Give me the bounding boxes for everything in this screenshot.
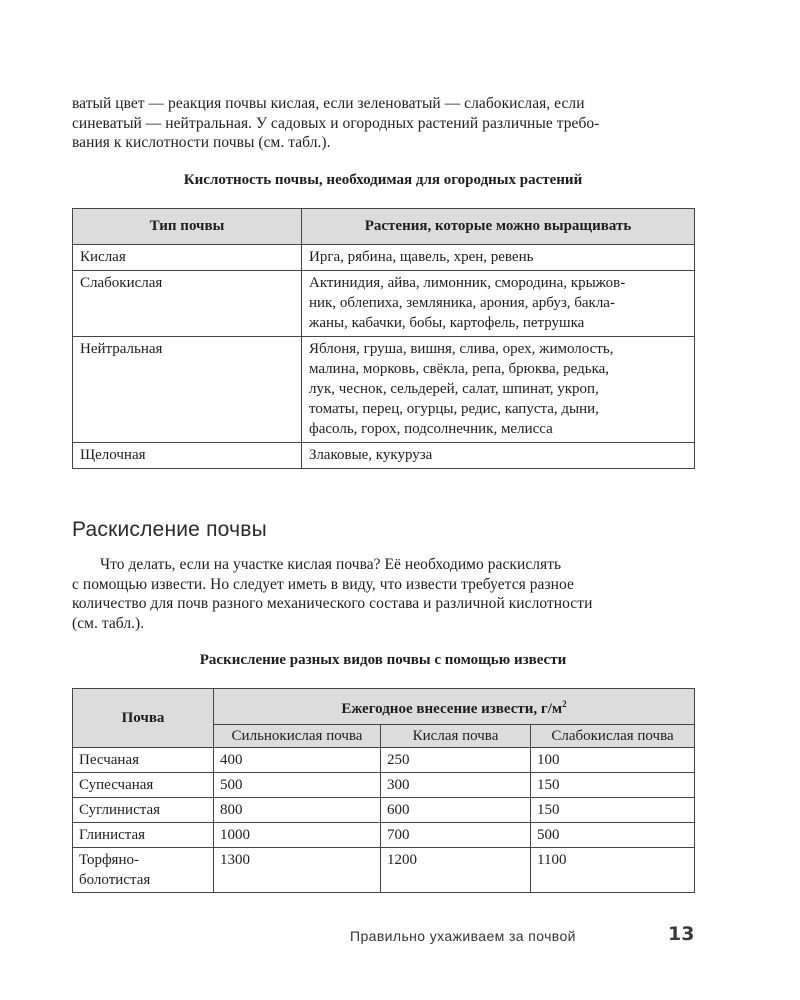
plants-cell (302, 443, 695, 469)
plants-cell (302, 245, 695, 271)
table-row (73, 337, 695, 443)
page-number: 13 (668, 923, 695, 945)
intro-paragraph (72, 94, 702, 153)
value-cell: 500 (531, 823, 695, 848)
table-header-row (73, 689, 695, 725)
header-soil-type: Тип почвы (73, 209, 302, 245)
section-heading: Раскисление почвы (72, 518, 267, 541)
soil-type-cell: Кислая (73, 245, 302, 271)
table2-caption: Раскисление разных видов почвы с помощью извести (199, 652, 567, 668)
cell-line: Злаковые, кукуруза (309, 447, 433, 463)
header-soil: Почва (73, 689, 214, 748)
value-cell: 300 (381, 773, 531, 798)
plants-cell (302, 337, 695, 443)
cell-line: Яблоня, груша, вишня, слива, орех, жимолость, (309, 341, 614, 357)
header-annual-lime (214, 689, 695, 725)
running-title: Правильно ухаживаем за почвой (350, 928, 576, 944)
subheader-acidic: Кислая почва (381, 725, 531, 748)
value-cell: 500 (214, 773, 381, 798)
value-cell: 150 (531, 773, 695, 798)
value-cell: 600 (381, 798, 531, 823)
value-cell: 1100 (531, 848, 695, 893)
text-line: количество для почв разного механического состава и различной кислотности (72, 595, 593, 612)
soil-cell: Супесчаная (73, 773, 214, 798)
value-cell: 800 (214, 798, 381, 823)
cell-line: ник, облепиха, земляника, арония, арбуз, бакла- (309, 295, 615, 311)
table1-caption: Кислотность почвы, необходимая для огородных растений (183, 172, 583, 188)
value-cell: 1200 (381, 848, 531, 893)
plants-cell (302, 271, 695, 337)
value-cell: 250 (381, 748, 531, 773)
text-line: ватый цвет — реакция почвы кислая, если зеленоватый — слабокислая, если (72, 95, 585, 112)
value-cell: 100 (531, 748, 695, 773)
value-cell: 400 (214, 748, 381, 773)
soil-type-cell: Щелочная (73, 443, 302, 469)
table-row (73, 848, 695, 893)
liming-table (72, 688, 695, 893)
soil-cell (73, 848, 214, 893)
soil-type-cell: Нейтральная (73, 337, 302, 443)
cell-line: болотистая (79, 872, 151, 888)
table-row (73, 245, 695, 271)
value-cell: 1000 (214, 823, 381, 848)
soil-cell: Песчаная (73, 748, 214, 773)
value-cell: 1300 (214, 848, 381, 893)
value-cell: 150 (531, 798, 695, 823)
cell-line: Ирга, рябина, щавель, хрен, ревень (309, 249, 534, 265)
header-plants: Растения, которые можно выращивать (302, 209, 695, 245)
header-annual-lime-text: Ежегодное внесение извести, г/м (341, 700, 563, 717)
acidity-table (72, 208, 695, 469)
text-line: с помощью извести. Но следует иметь в виду, что извести требуется разное (72, 575, 574, 593)
soil-cell: Глинистая (73, 823, 214, 848)
table-row (73, 748, 695, 773)
cell-line: малина, морковь, свёкла, репа, брюква, редька, (309, 361, 610, 377)
text-line: (см. табл.). (72, 614, 145, 632)
cell-line: Актинидия, айва, лимонник, смородина, крыжов- (309, 275, 626, 291)
cell-line: фасоль, горох, подсолнечник, мелисса (309, 421, 553, 437)
soil-cell: Суглинистая (73, 798, 214, 823)
superscript: 2 (562, 698, 567, 709)
table-row (73, 823, 695, 848)
soil-type-cell: Слабокислая (73, 271, 302, 337)
table-row (73, 443, 695, 469)
cell-line: томаты, перец, огурцы, редис, капуста, дыни, (309, 401, 599, 417)
subheader-slightly-acidic: Слабокислая почва (531, 725, 695, 748)
table-row (73, 773, 695, 798)
text-line: синеватый — нейтральная. У садовых и огородных растений различные требо- (72, 114, 600, 132)
value-cell: 700 (381, 823, 531, 848)
table-header-row (73, 209, 695, 245)
subheader-strongly-acidic: Сильнокислая почва (214, 725, 381, 748)
cell-line: лук, чеснок, сельдерей, салат, шпинат, укроп, (309, 381, 599, 397)
table-row (73, 798, 695, 823)
cell-line: жаны, кабачки, бобы, картофель, петрушка (309, 315, 585, 331)
text-line: Что делать, если на участке кислая почва? Её необходимо раскислять (100, 556, 562, 573)
table-row (73, 271, 695, 337)
text-line: вания к кислотности почвы (см. табл.). (72, 134, 331, 151)
cell-line: Торфяно- (79, 852, 139, 868)
section-paragraph (72, 555, 702, 633)
